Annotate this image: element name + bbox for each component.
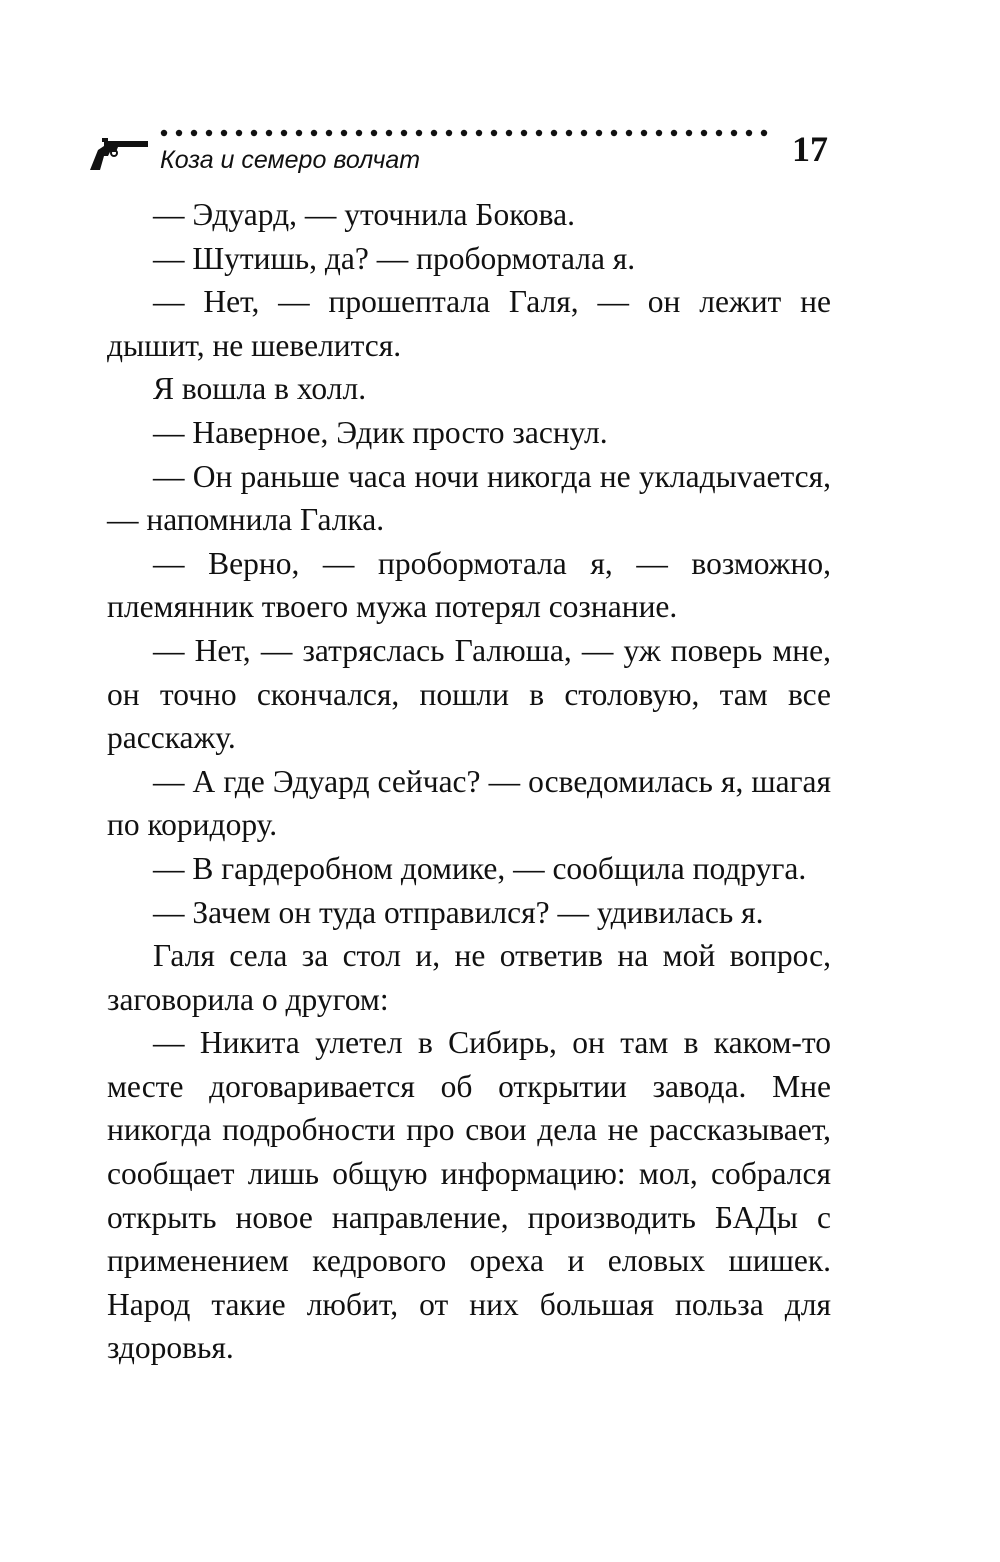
revolver-icon: [88, 132, 150, 172]
page-number: 17: [792, 129, 828, 169]
book-title: Коза и семеро волчат: [160, 146, 421, 174]
paragraph: — Наверное, Эдик просто заснул.: [153, 414, 608, 450]
paragraph: — Нет, — затряслась Галюша, — уж поверь мне, он точно скончался, пошли в столовую, там все расскажу.: [107, 632, 831, 756]
paragraph: Я вошла в холл.: [153, 371, 367, 407]
header-dot-leader: [160, 126, 770, 140]
paragraph: — Шутишь, да? — пробормотала я.: [153, 240, 636, 276]
paragraph: — Зачем он туда отправился? — удивилась я.: [153, 894, 764, 930]
running-header: [88, 126, 832, 186]
paragraph: — Никита улетел в Сибирь, он там в каком-то месте договаривается об открытии завода. Мне никогда подробности про свои дела не рассказывает, сообщает лишь общую информацию: мол, собрался открыть новое направление, производить БАДы с применением кедрового ореха и еловых шишек. Народ такие любит, от них большая польза для здоровья.: [107, 1025, 831, 1366]
paragraph: — Эдуард, — уточнила Бокова.: [153, 197, 575, 232]
paragraph: Галя села за стол и, не ответив на мой вопрос, заговорила о другом:: [107, 938, 831, 1017]
paragraph: — Нет, — прошептала Галя, — он лежит не дышит, не шевелится.: [107, 284, 831, 363]
paragraph: — Он раньше часа ночи никогда не укладыvается, — напомнила Галка.: [107, 458, 831, 538]
page-text: [107, 193, 831, 1370]
paragraph: — Верно, — пробормотала я, — возможно, племянник твоего мужа потерял сознание.: [107, 545, 831, 625]
paragraph: — А где Эдуард сейчас? — осведомилась я, шагая по коридору.: [107, 763, 831, 843]
paragraph: — В гардеробном домике, — сообщила подруга.: [153, 850, 807, 886]
